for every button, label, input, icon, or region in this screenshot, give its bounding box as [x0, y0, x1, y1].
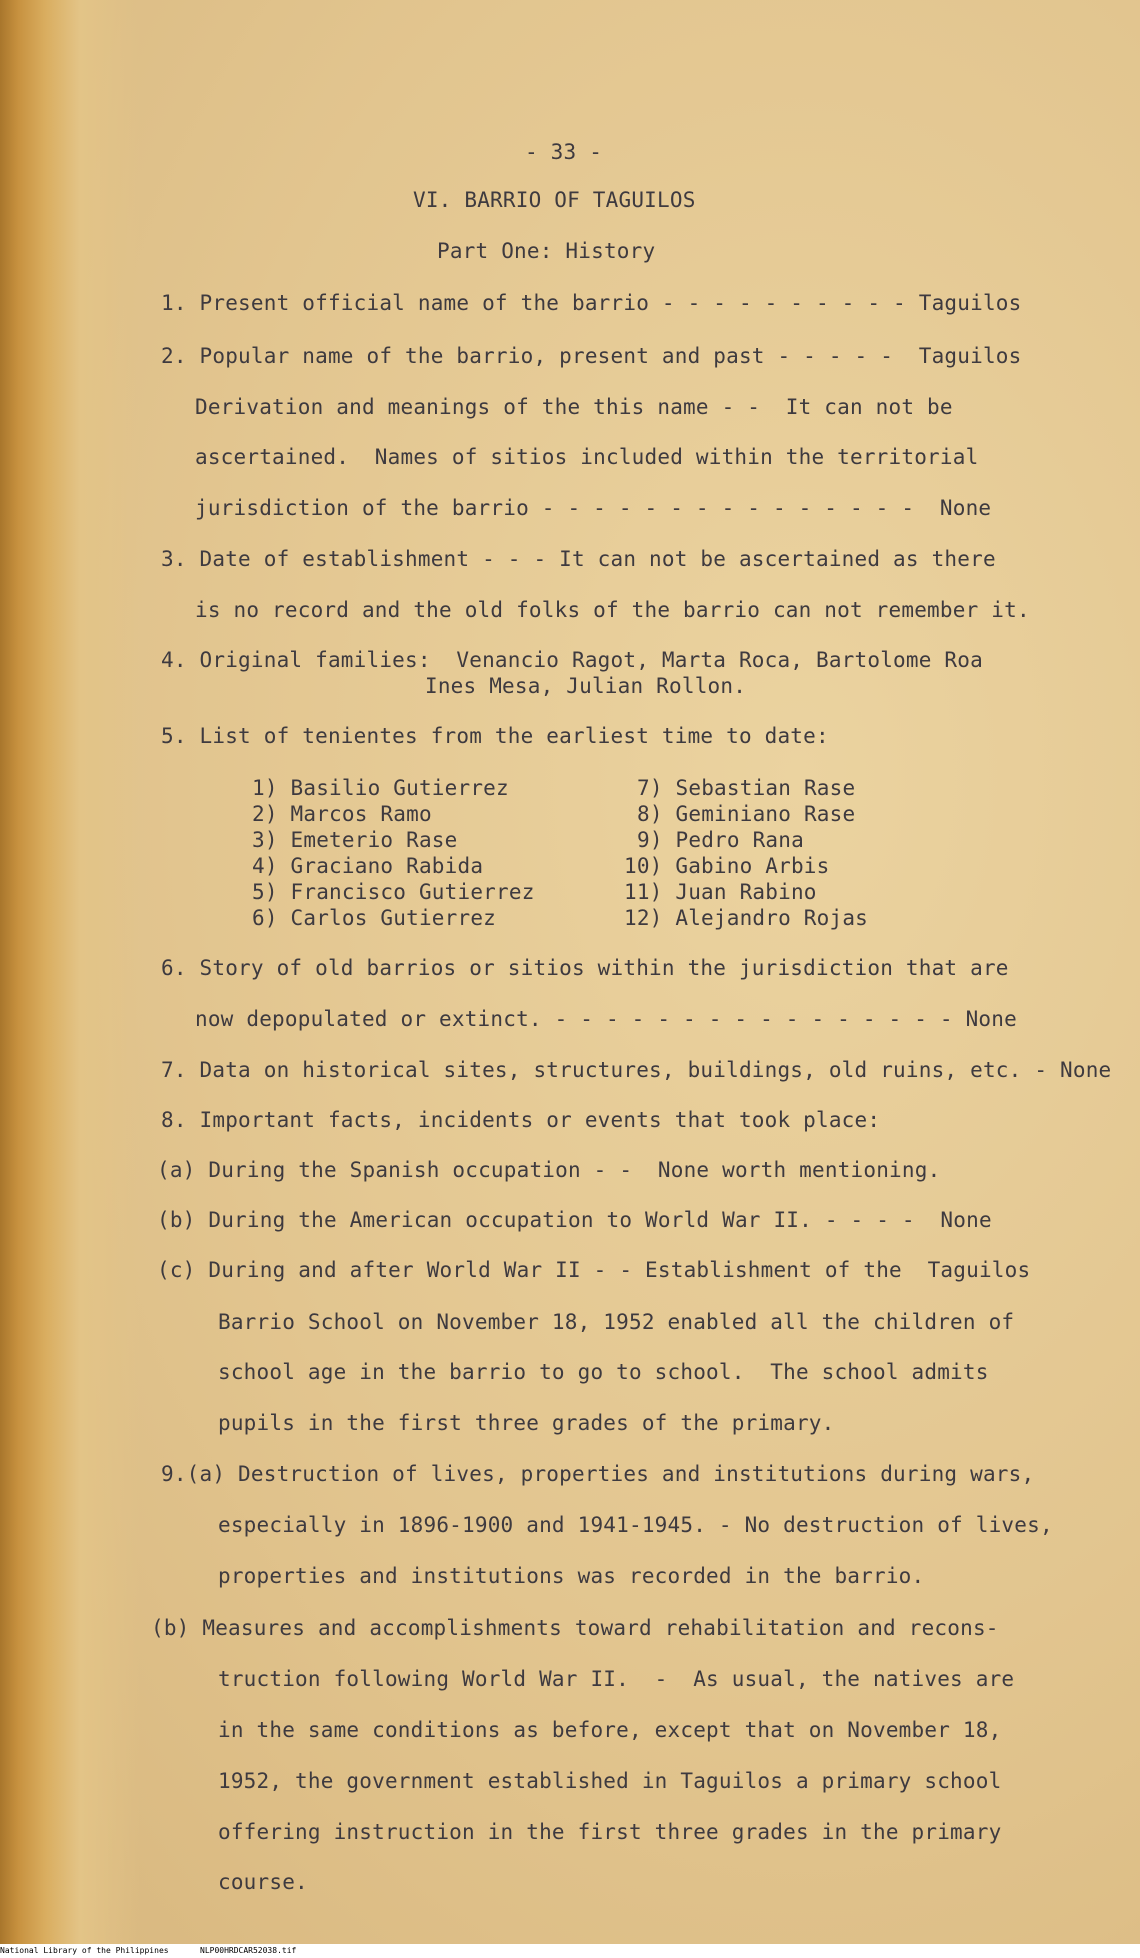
- item-8: 8. Important facts, incidents or events that took place:: [161, 1108, 881, 1132]
- item-9b-line-3: in the same conditions as before, except that on November 18,: [218, 1718, 1002, 1742]
- item-9b-line-5: offering instruction in the first three grades in the primary: [218, 1820, 1002, 1844]
- item-9b-line-2: truction following World War II. - As usual, the natives are: [218, 1667, 1015, 1691]
- item-9a-line-2: especially in 1896-1900 and 1941-1945. - No destruction of lives,: [218, 1513, 1053, 1537]
- item-8c-line-2: Barrio School on November 18, 1952 enabled all the children of: [218, 1310, 1015, 1334]
- list-item: 12) Alejandro Rojas: [624, 906, 869, 930]
- item-9b-line-6: course.: [218, 1870, 308, 1894]
- list-item: 8) Geminiano Rase: [637, 802, 856, 826]
- list-item: 6) Carlos Gutierrez: [252, 906, 497, 930]
- item-2-line-2: Derivation and meanings of the this name - - It can not be: [195, 395, 953, 419]
- item-4: 4. Original families: Venancio Ragot, Marta Roca, Bartolome Roa: [161, 648, 983, 672]
- item-9b-line-4: 1952, the government established in Taguilos a primary school: [218, 1769, 1002, 1793]
- list-item: 3) Emeterio Rase: [252, 828, 458, 852]
- item-9b: (b) Measures and accomplishments toward rehabilitation and recons-: [151, 1616, 999, 1640]
- item-2: 2. Popular name of the barrio, present and past - - - - - Taguilos: [161, 344, 1022, 368]
- page-number: - 33 -: [525, 140, 603, 164]
- item-3: 3. Date of establishment - - - It can not be ascertained as there: [161, 547, 996, 571]
- item-2-line-3: ascertained. Names of sitios included within the territorial: [195, 445, 979, 469]
- item-8a: (a) During the Spanish occupation - - None worth mentioning.: [157, 1158, 941, 1182]
- item-9a: 9.(a) Destruction of lives, properties and institutions during wars,: [161, 1462, 1035, 1486]
- part-title: Part One: History: [437, 239, 656, 263]
- list-item: 11) Juan Rabino: [624, 880, 817, 904]
- item-5: 5. List of tenientes from the earliest time to date:: [161, 724, 829, 748]
- item-6-line-2: now depopulated or extinct. - - - - - - - - - - - - - - - - None: [195, 1007, 1017, 1031]
- section-title: VI. BARRIO OF TAGUILOS: [413, 188, 696, 212]
- item-2-line-4: jurisdiction of the barrio - - - - - - - - - - - - - - - None: [195, 496, 992, 520]
- list-item: 2) Marcos Ramo: [252, 802, 432, 826]
- list-item: 4) Graciano Rabida: [252, 854, 484, 878]
- list-item: 9) Pedro Rana: [637, 828, 804, 852]
- library-name: National Library of the Philippines: [0, 1946, 169, 1955]
- item-7: 7. Data on historical sites, structures, buildings, old ruins, etc. - None: [161, 1058, 1112, 1082]
- scan-footer: [0, 1944, 1140, 1958]
- item-8c-line-3: school age in the barrio to go to school. The school admits: [218, 1360, 989, 1384]
- item-3-line-2: is no record and the old folks of the barrio can not remember it.: [195, 598, 1030, 622]
- list-item: 7) Sebastian Rase: [637, 776, 856, 800]
- item-8c: (c) During and after World War II - - Establishment of the Taguilos: [157, 1258, 1031, 1282]
- list-item: 10) Gabino Arbis: [624, 854, 830, 878]
- file-id: NLP00HRDCAR52038.tif: [200, 1946, 297, 1955]
- item-9a-line-3: properties and institutions was recorded in the barrio.: [218, 1564, 925, 1588]
- item-6: 6. Story of old barrios or sitios within the jurisdiction that are: [161, 956, 1009, 980]
- item-4-line-2: Ines Mesa, Julian Rollon.: [425, 674, 747, 698]
- list-item: 1) Basilio Gutierrez: [252, 776, 509, 800]
- item-1: 1. Present official name of the barrio - - - - - - - - - - Taguilos: [161, 291, 1022, 315]
- item-8c-line-4: pupils in the first three grades of the primary.: [218, 1411, 835, 1435]
- item-8b: (b) During the American occupation to World War II. - - - - None: [157, 1208, 992, 1232]
- list-item: 5) Francisco Gutierrez: [252, 880, 535, 904]
